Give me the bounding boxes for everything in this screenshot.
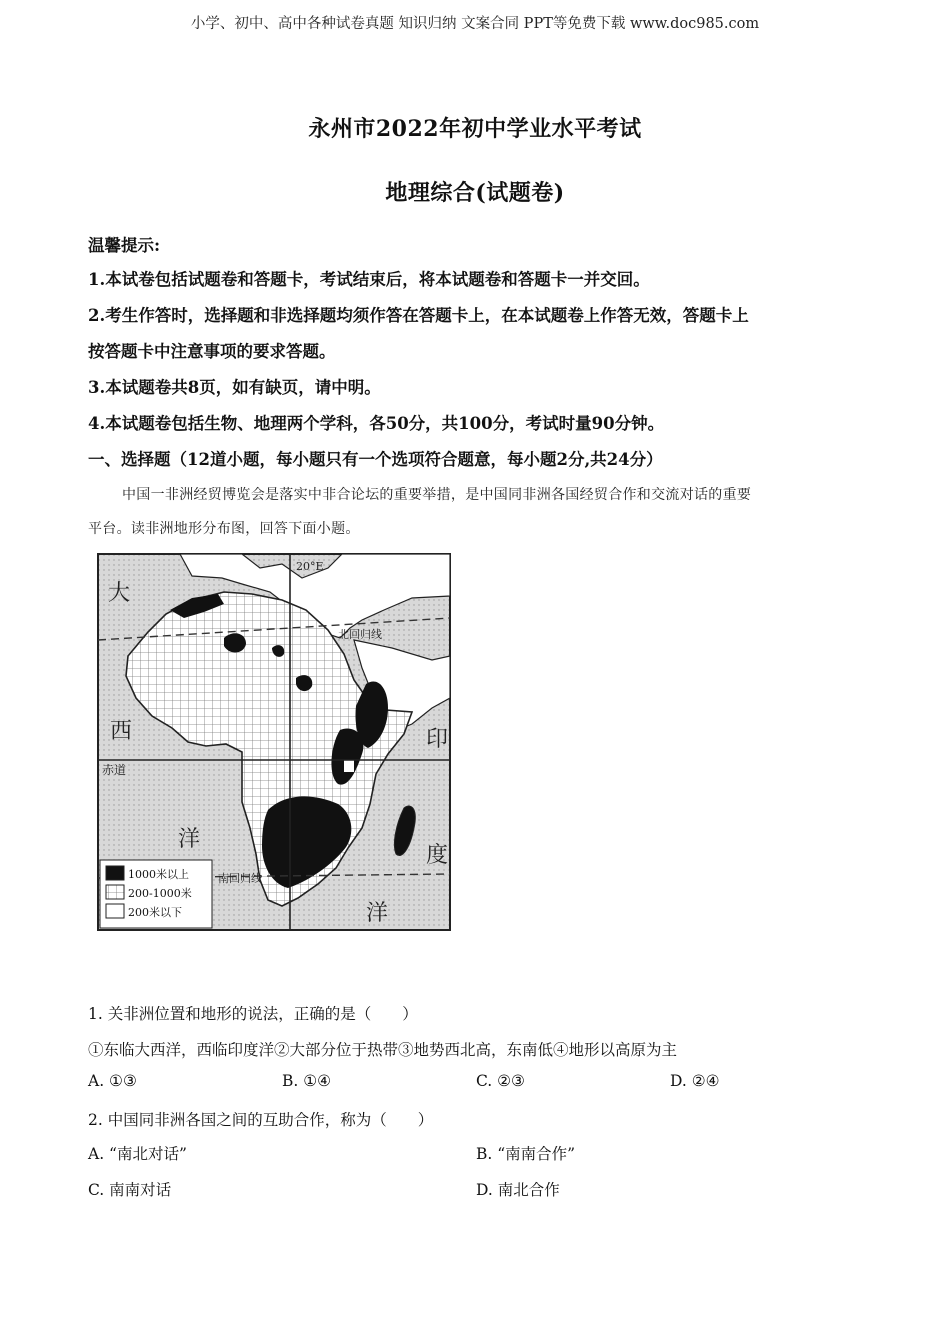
ocean-label-yang: 洋: [178, 827, 201, 852]
ocean-label-da: 大: [108, 581, 131, 606]
tip-item: 按答题卡中注意事项的要求答题。: [88, 342, 336, 361]
question-stem: 2. 中国同非洲各国之间的互助合作，称为（ ）: [88, 1111, 434, 1129]
legend-label: 200米以下: [128, 906, 182, 919]
tropic-capricorn-label: 南回归线: [218, 872, 262, 885]
intro-text: 平台。读非洲地形分布图，回答下面小题。: [88, 521, 360, 537]
tips-heading: 温馨提示:: [88, 236, 161, 255]
ocean-label-du: 度: [426, 843, 449, 868]
tip-item: 1.本试卷包括试题卷和答题卡，考试结束后，将本试题卷和答题卡一并交回。: [88, 270, 650, 289]
tip-item: 2.考生作答时，选择题和非选择题均须作答在答题卡上，在本试题卷上作答无效，答题卡上: [88, 306, 749, 325]
legend-label: 200-1000米: [128, 887, 192, 900]
option-c[interactable]: C. ②③: [476, 1072, 525, 1090]
tropic-cancer-label: 北回归线: [338, 628, 382, 641]
meridian-label: 20°E: [296, 560, 324, 573]
option-d[interactable]: D. 南北合作: [476, 1181, 560, 1199]
legend-swatch-mid: [106, 885, 124, 899]
option-d[interactable]: D. ②④: [670, 1072, 720, 1090]
equator-label: 赤道: [102, 763, 127, 777]
legend-swatch-high: [106, 866, 124, 880]
ocean-label-yang-right: 洋: [366, 901, 389, 926]
intro-text: 中国一非洲经贸博览会是落实中非合论坛的重要举措，是中国同非洲各国经贸合作和交流对话的重要: [122, 487, 752, 503]
section-heading: 一、选择题（12道小题，每小题只有一个选项符合题意，每小题2分,共24分）: [88, 450, 663, 469]
exam-subtitle: 地理综合(试题卷): [385, 180, 565, 206]
option-a[interactable]: A. ①③: [88, 1072, 137, 1090]
option-b[interactable]: B. “南南合作”: [476, 1145, 576, 1163]
option-c[interactable]: C. 南南对话: [88, 1181, 172, 1199]
ocean-label-xi: 西: [110, 719, 133, 744]
africa-terrain-map: [92, 548, 464, 936]
ocean-label-yin: 印: [426, 727, 449, 752]
exam-title: 永州市2022年初中学业水平考试: [308, 116, 642, 142]
legend-label: 1000米以上: [128, 868, 189, 881]
tip-item: 4.本试题卷包括生物、地理两个学科，各50分，共100分，考试时量90分钟。: [88, 414, 665, 433]
option-b[interactable]: B. ①④: [282, 1072, 332, 1090]
legend-swatch-low: [106, 904, 124, 918]
option-a[interactable]: A. “南北对话”: [88, 1145, 187, 1163]
tip-item: 3.本试题卷共8页，如有缺页，请中明。: [88, 378, 381, 397]
site-banner: 小学、初中、高中各种试卷真题 知识归纳 文案合同 PPT等免费下载 www.doc985.com: [190, 16, 760, 32]
question-statement: ①东临大西洋，西临印度洋②大部分位于热带③地势西北高，东南低④地形以高原为主: [88, 1041, 678, 1059]
question-stem: 1. 关非洲位置和地形的说法，正确的是（ ）: [88, 1005, 418, 1023]
lake-victoria: [344, 760, 354, 772]
ahaggar-highland: [224, 633, 246, 652]
